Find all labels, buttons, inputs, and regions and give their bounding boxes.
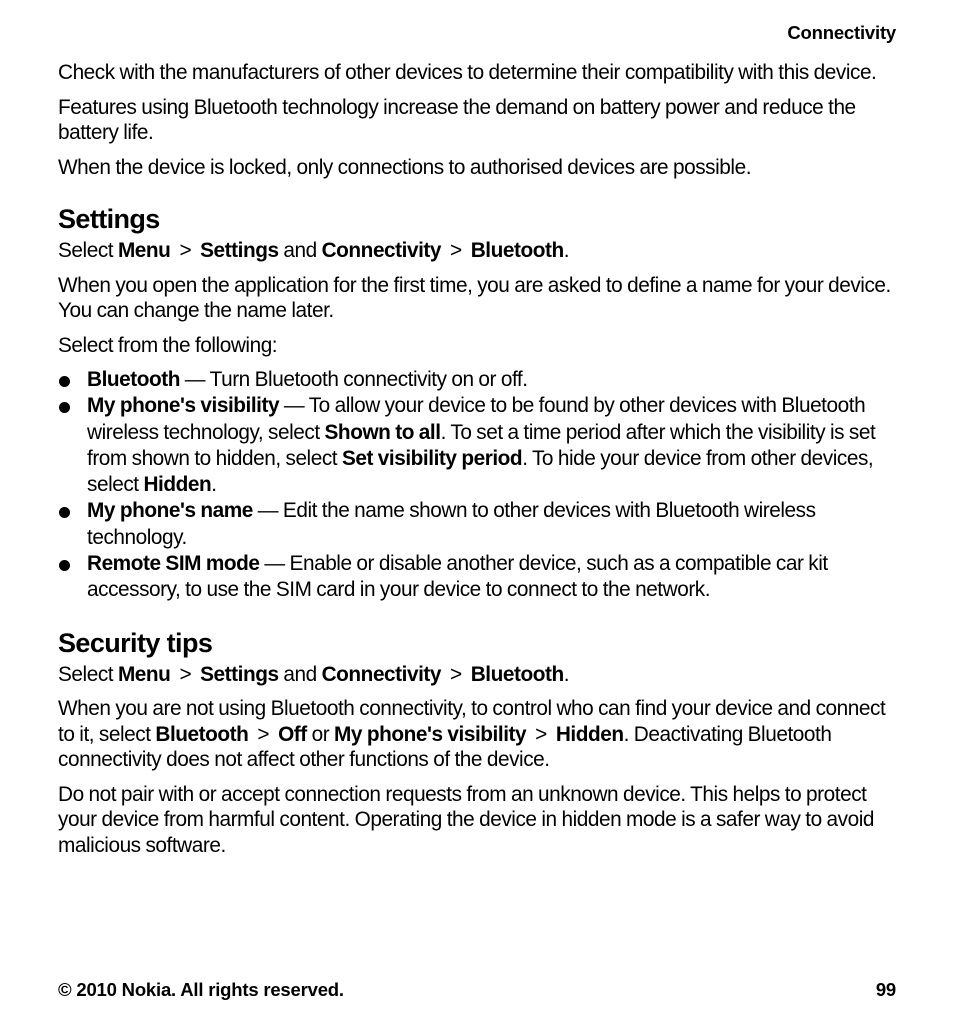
option-bluetooth: Bluetooth — [155, 722, 249, 746]
intro-paragraph-1: Check with the manufacturers of other devices to determine their compatibility with this device. — [58, 61, 877, 84]
path-connectivity: Connectivity — [321, 662, 442, 686]
path-menu: Menu — [117, 662, 171, 686]
list-item-phone-name — [58, 498, 896, 551]
item-text: — To allow your device to be found by other devices with Bluetooth wireless technology, select — [87, 394, 866, 444]
option-set-visibility-period: Set visibility period — [341, 446, 523, 470]
bullet-icon — [59, 560, 70, 571]
bullet-icon — [59, 402, 70, 413]
settings-heading: Settings — [58, 204, 160, 234]
path-end: . — [563, 239, 570, 262]
page-footer — [58, 979, 896, 1001]
option-hidden: Hidden — [143, 473, 212, 497]
item-text: — Edit the name shown to other devices with Bluetooth wireless technology. — [87, 499, 816, 549]
path-settings: Settings — [200, 662, 279, 686]
paragraph-text: . Deactivating Bluetooth connectivity does not affect other functions of the device. — [58, 722, 832, 772]
security-heading: Security tips — [58, 627, 213, 658]
option-hidden: Hidden — [555, 722, 624, 746]
settings-menu-path — [58, 238, 896, 264]
path-arrow: > — [179, 662, 192, 686]
paragraph-text: When you are not using Bluetooth connectivity, to control who can find your device and connect to it, select — [58, 697, 886, 746]
path-bluetooth: Bluetooth — [470, 662, 564, 686]
item-text: — Turn Bluetooth connectivity on or off. — [179, 368, 528, 391]
path-arrow: > — [450, 239, 462, 262]
item-text: . To hide your device from other devices, select — [87, 446, 874, 497]
path-settings: Settings — [200, 239, 279, 262]
path-select: Select — [58, 239, 114, 262]
path-arrow: > — [450, 662, 462, 686]
item-text: . To set a time period after which the visibility is set from shown to hidden, select — [87, 420, 876, 470]
option-off: Off — [278, 722, 307, 746]
item-term: Remote SIM mode — [87, 552, 260, 576]
path-and: and — [283, 239, 317, 262]
path-select: Select — [58, 662, 114, 686]
option-phone-visibility: My phone's visibility — [334, 722, 527, 746]
item-term: My phone's name — [87, 499, 253, 523]
path-arrow: > — [257, 722, 270, 746]
path-menu: Menu — [117, 239, 171, 262]
path-arrow: > — [535, 722, 547, 746]
path-end: . — [563, 662, 570, 686]
page-number: 99 — [875, 979, 896, 1000]
bullet-icon — [59, 507, 70, 518]
item-term: My phone's visibility — [87, 394, 280, 418]
intro-paragraph-3: When the device is locked, only connections to authorised devices are possible. — [58, 155, 752, 179]
list-item-bluetooth — [58, 367, 896, 393]
copyright-notice: © 2010 Nokia. All rights reserved. — [58, 979, 344, 1000]
path-arrow: > — [179, 239, 192, 262]
security-paragraph-1 — [58, 696, 896, 773]
path-connectivity: Connectivity — [321, 239, 442, 262]
list-item-remote-sim — [58, 551, 896, 604]
security-paragraph-2: Do not pair with or accept connection requests from an unknown device. This helps to protect your device from harmful content. Operating the device in hidden mode is a safer way to avoid malicious software. — [58, 782, 874, 857]
path-bluetooth: Bluetooth — [470, 239, 564, 262]
settings-options-list — [58, 367, 896, 604]
settings-paragraph-2: Select from the following: — [58, 333, 278, 357]
intro-paragraph-2: Features using Bluetooth technology increase the demand on battery power and reduce the battery life. — [58, 95, 856, 144]
page-content — [58, 60, 896, 867]
bullet-icon — [59, 376, 70, 387]
option-shown-to-all: Shown to all — [324, 420, 441, 444]
paragraph-text: or — [306, 722, 335, 746]
running-header: Connectivity — [787, 22, 896, 43]
item-text: — Enable or disable another device, such as a compatible car kit accessory, to use the SIM card in your device to connect to the network. — [87, 552, 828, 602]
document-page — [58, 0, 896, 1036]
item-term: Bluetooth — [87, 368, 180, 391]
item-text: . — [211, 473, 217, 497]
security-menu-path — [58, 662, 896, 688]
settings-paragraph-1: When you open the application for the first time, you are asked to define a name for your device. You can change the name later. — [58, 273, 891, 322]
path-and: and — [283, 662, 317, 686]
list-item-visibility — [58, 393, 896, 498]
